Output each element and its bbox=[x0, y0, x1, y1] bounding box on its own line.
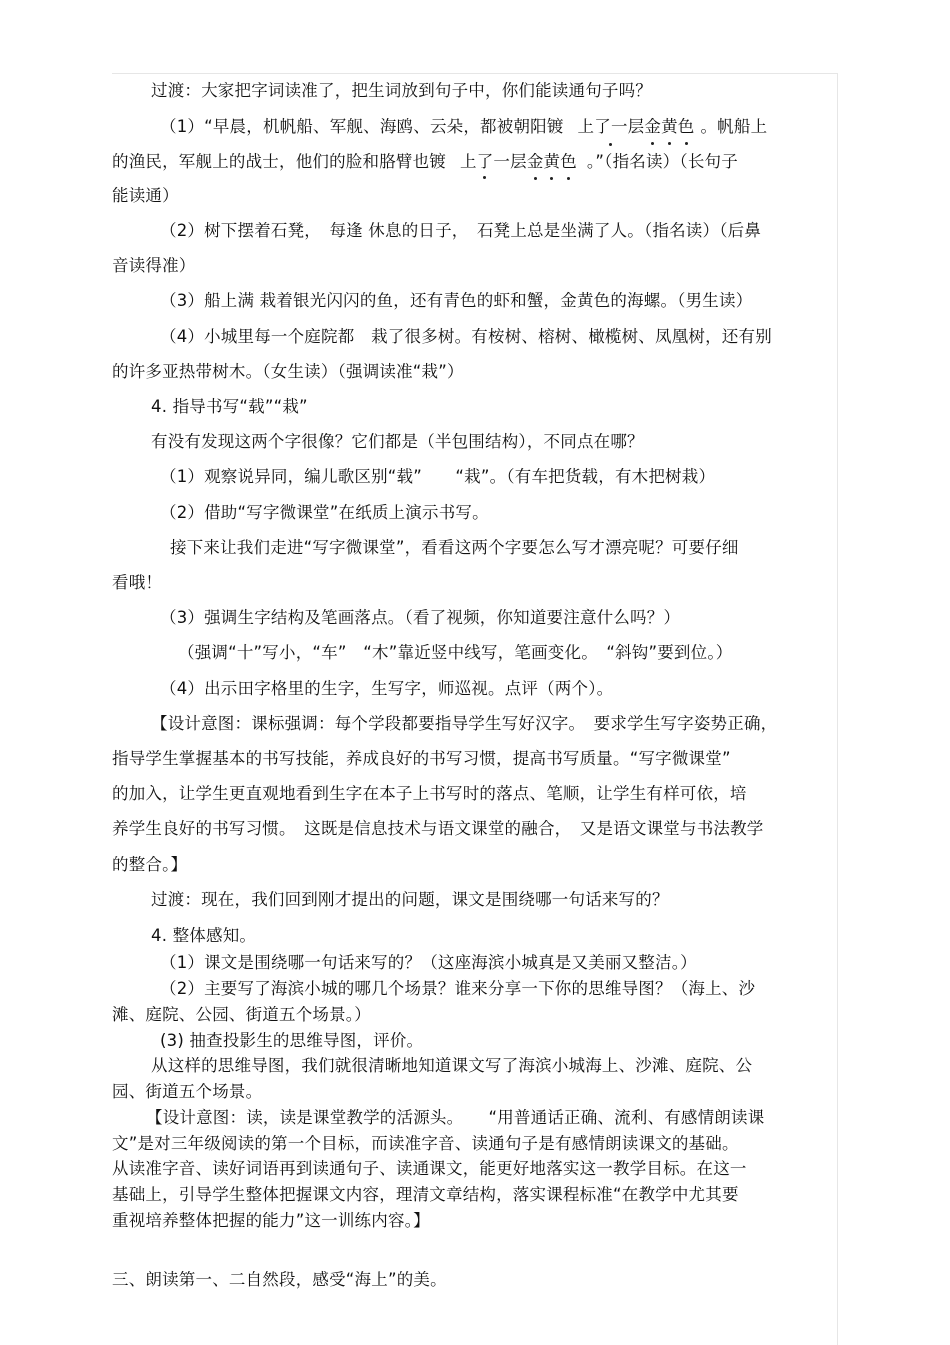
sentence-1-dotted-char-6: 色 bbox=[560, 152, 577, 171]
design-intent-2-line-5: 重视培养整体把握的能力”这一训练内容。】 bbox=[112, 1211, 430, 1230]
design-intent-2-line-3: 从读准字音、读好词语再到读通句子、读通课文，能更好地落实这一教学目标。在这一 bbox=[112, 1159, 747, 1178]
overall-summary-line-2: 园、街道五个场景。 bbox=[112, 1082, 263, 1101]
design-intent-2-line-4: 基础上，引导学生整体把握课文内容，理清文章结构，落实课程标准“在教学中尤其要 bbox=[112, 1185, 739, 1204]
sentence-4-line-2: 的许多亚热带树木。（女生读）（强调读准“栽”） bbox=[112, 362, 464, 381]
writing-question: 有没有发现这两个字很像？它们都是（半包围结构），不同点在哪？ bbox=[151, 432, 644, 451]
design-intent-1-line-1: 【设计意图：课标强调：每个学段都要指导学生写好汉字。 要求学生写字姿势正确， bbox=[151, 714, 778, 733]
sentence-1-part-e: 的渔民，军舰上的战士，他们的脸和胳臂也镀 bbox=[112, 152, 446, 171]
writing-step-3: （3）强调生字结构及笔画落点。（看了视频，你知道要注意什么吗？） bbox=[160, 608, 681, 627]
sentence-1-line-1 bbox=[160, 116, 767, 138]
transition-line-1: 过渡：大家把字词读准了，把生词放到句子中，你们能读通句子吗？ bbox=[151, 81, 652, 100]
writing-step-3-note: （强调“十”写小，“车” “木”靠近竖中线写，笔画变化。 “斜钩”要到位。） bbox=[178, 643, 733, 662]
sentence-1-dotted-char-1: 金 bbox=[644, 117, 662, 136]
design-intent-1-line-5: 的整合。】 bbox=[112, 855, 188, 874]
sentence-1-dotted-char-5: 黄 bbox=[543, 152, 561, 171]
sentence-1-part-d: 。帆船上 bbox=[700, 117, 768, 136]
transition-line-2: 过渡：现在，我们回到刚才提出的问题，课文是围绕哪一句话来写的？ bbox=[151, 890, 669, 909]
sentence-4-line-1: （4）小城里每一个庭院都 栽了很多树。有桉树、榕树、橄榄树、凤凰树，还有别 bbox=[160, 327, 772, 346]
sentence-1-line-3: 能读通） bbox=[112, 186, 179, 205]
writing-step-4: （4）出示田字格里的生字，生写字，师巡视。点评（两个）。 bbox=[160, 679, 614, 698]
sentence-1-part-h: 。”（指名读）（长句子 bbox=[586, 152, 738, 171]
overall-step-2-line-1: （2）主要写了海滨小城的哪几个场景？谁来分享一下你的思维导图？（海上、沙 bbox=[160, 979, 756, 998]
writing-step-1: （1）观察说异同，编儿歌区别“载” “栽”。（有车把货载，有木把树栽） bbox=[160, 467, 716, 486]
emphasis-dot bbox=[609, 143, 612, 146]
overall-summary-line-1: 从这样的思维导图，我们就很清晰地知道课文写了海滨小城海上、沙滩、庭院、公 bbox=[151, 1056, 753, 1075]
design-intent-2-line-2: 文”是对三年级阅读的第一个目标，而读准字音、读通句子是有感情朗读课文的基础。 bbox=[112, 1134, 739, 1153]
writing-intro-line-2: 看哦！ bbox=[112, 573, 163, 592]
overall-step-1: （1）课文是围绕哪一句话来写的？（这座海滨小城真是又美丽又整洁。） bbox=[160, 953, 697, 972]
sentence-1-part-a: （1）“早晨，机帆船、军舰、海鸥、云朵，都被朝阳镀 bbox=[160, 117, 564, 136]
sentence-1-dotted-char-2: 黄 bbox=[661, 117, 678, 136]
overall-step-3: (3) 抽查投影生的思维导图，评价。 bbox=[160, 1031, 424, 1050]
design-intent-1-line-3: 的加入，让学生更直观地看到生字在本子上书写时的落点、笔顺，让学生有样可依，培 bbox=[112, 784, 747, 803]
section-heading-writing: 4. 指导书写“载”“栽” bbox=[151, 397, 308, 416]
sentence-1-dotted-char-3: 色 bbox=[677, 117, 695, 136]
design-intent-2-line-1: 【设计意图：读，读是课堂教学的活源头。 “用普通话正确、流利、有感情朗读课 bbox=[146, 1108, 765, 1127]
sentence-1-part-b: 上了一层 bbox=[577, 117, 645, 136]
sentence-1-line-2 bbox=[112, 151, 738, 173]
writing-step-2: （2）借助“写字微课堂”在纸质上演示书写。 bbox=[160, 503, 489, 522]
sentence-2-line-1: （2）树下摆着石凳， 每逢 休息的日子， 石凳上总是坐满了人。（指名读）（后鼻 bbox=[160, 221, 762, 240]
design-intent-1-line-2: 指导学生掌握基本的书写技能，养成良好的书写习惯，提高书写质量。“写字微课堂” bbox=[112, 749, 731, 768]
sentence-1-dotted-char-4: 金 bbox=[526, 152, 544, 171]
sentence-3: （3）船上满 栽着银光闪闪的鱼，还有青色的虾和蟹，金黄色的海螺。（男生读） bbox=[160, 291, 753, 310]
sentence-2-line-2: 音读得准） bbox=[112, 256, 196, 275]
overall-step-2-line-2: 滩、庭院、公园、街道五个场景。） bbox=[112, 1005, 371, 1024]
design-intent-1-line-4: 养学生良好的书写习惯。 这既是信息技术与语文课堂的融合， 又是语文课堂与书法教学 bbox=[112, 819, 764, 838]
section-heading-reading: 三、朗读第一、二自然段，感受“海上”的美。 bbox=[112, 1270, 447, 1289]
sentence-1-part-f: 上了一层 bbox=[460, 152, 527, 171]
section-heading-overall: 4. 整体感知。 bbox=[151, 926, 257, 945]
writing-intro-line-1: 接下来让我们走进“写字微课堂”，看看这两个字要怎么写才漂亮呢？可要仔细 bbox=[170, 538, 739, 557]
emphasis-dot bbox=[483, 176, 486, 179]
